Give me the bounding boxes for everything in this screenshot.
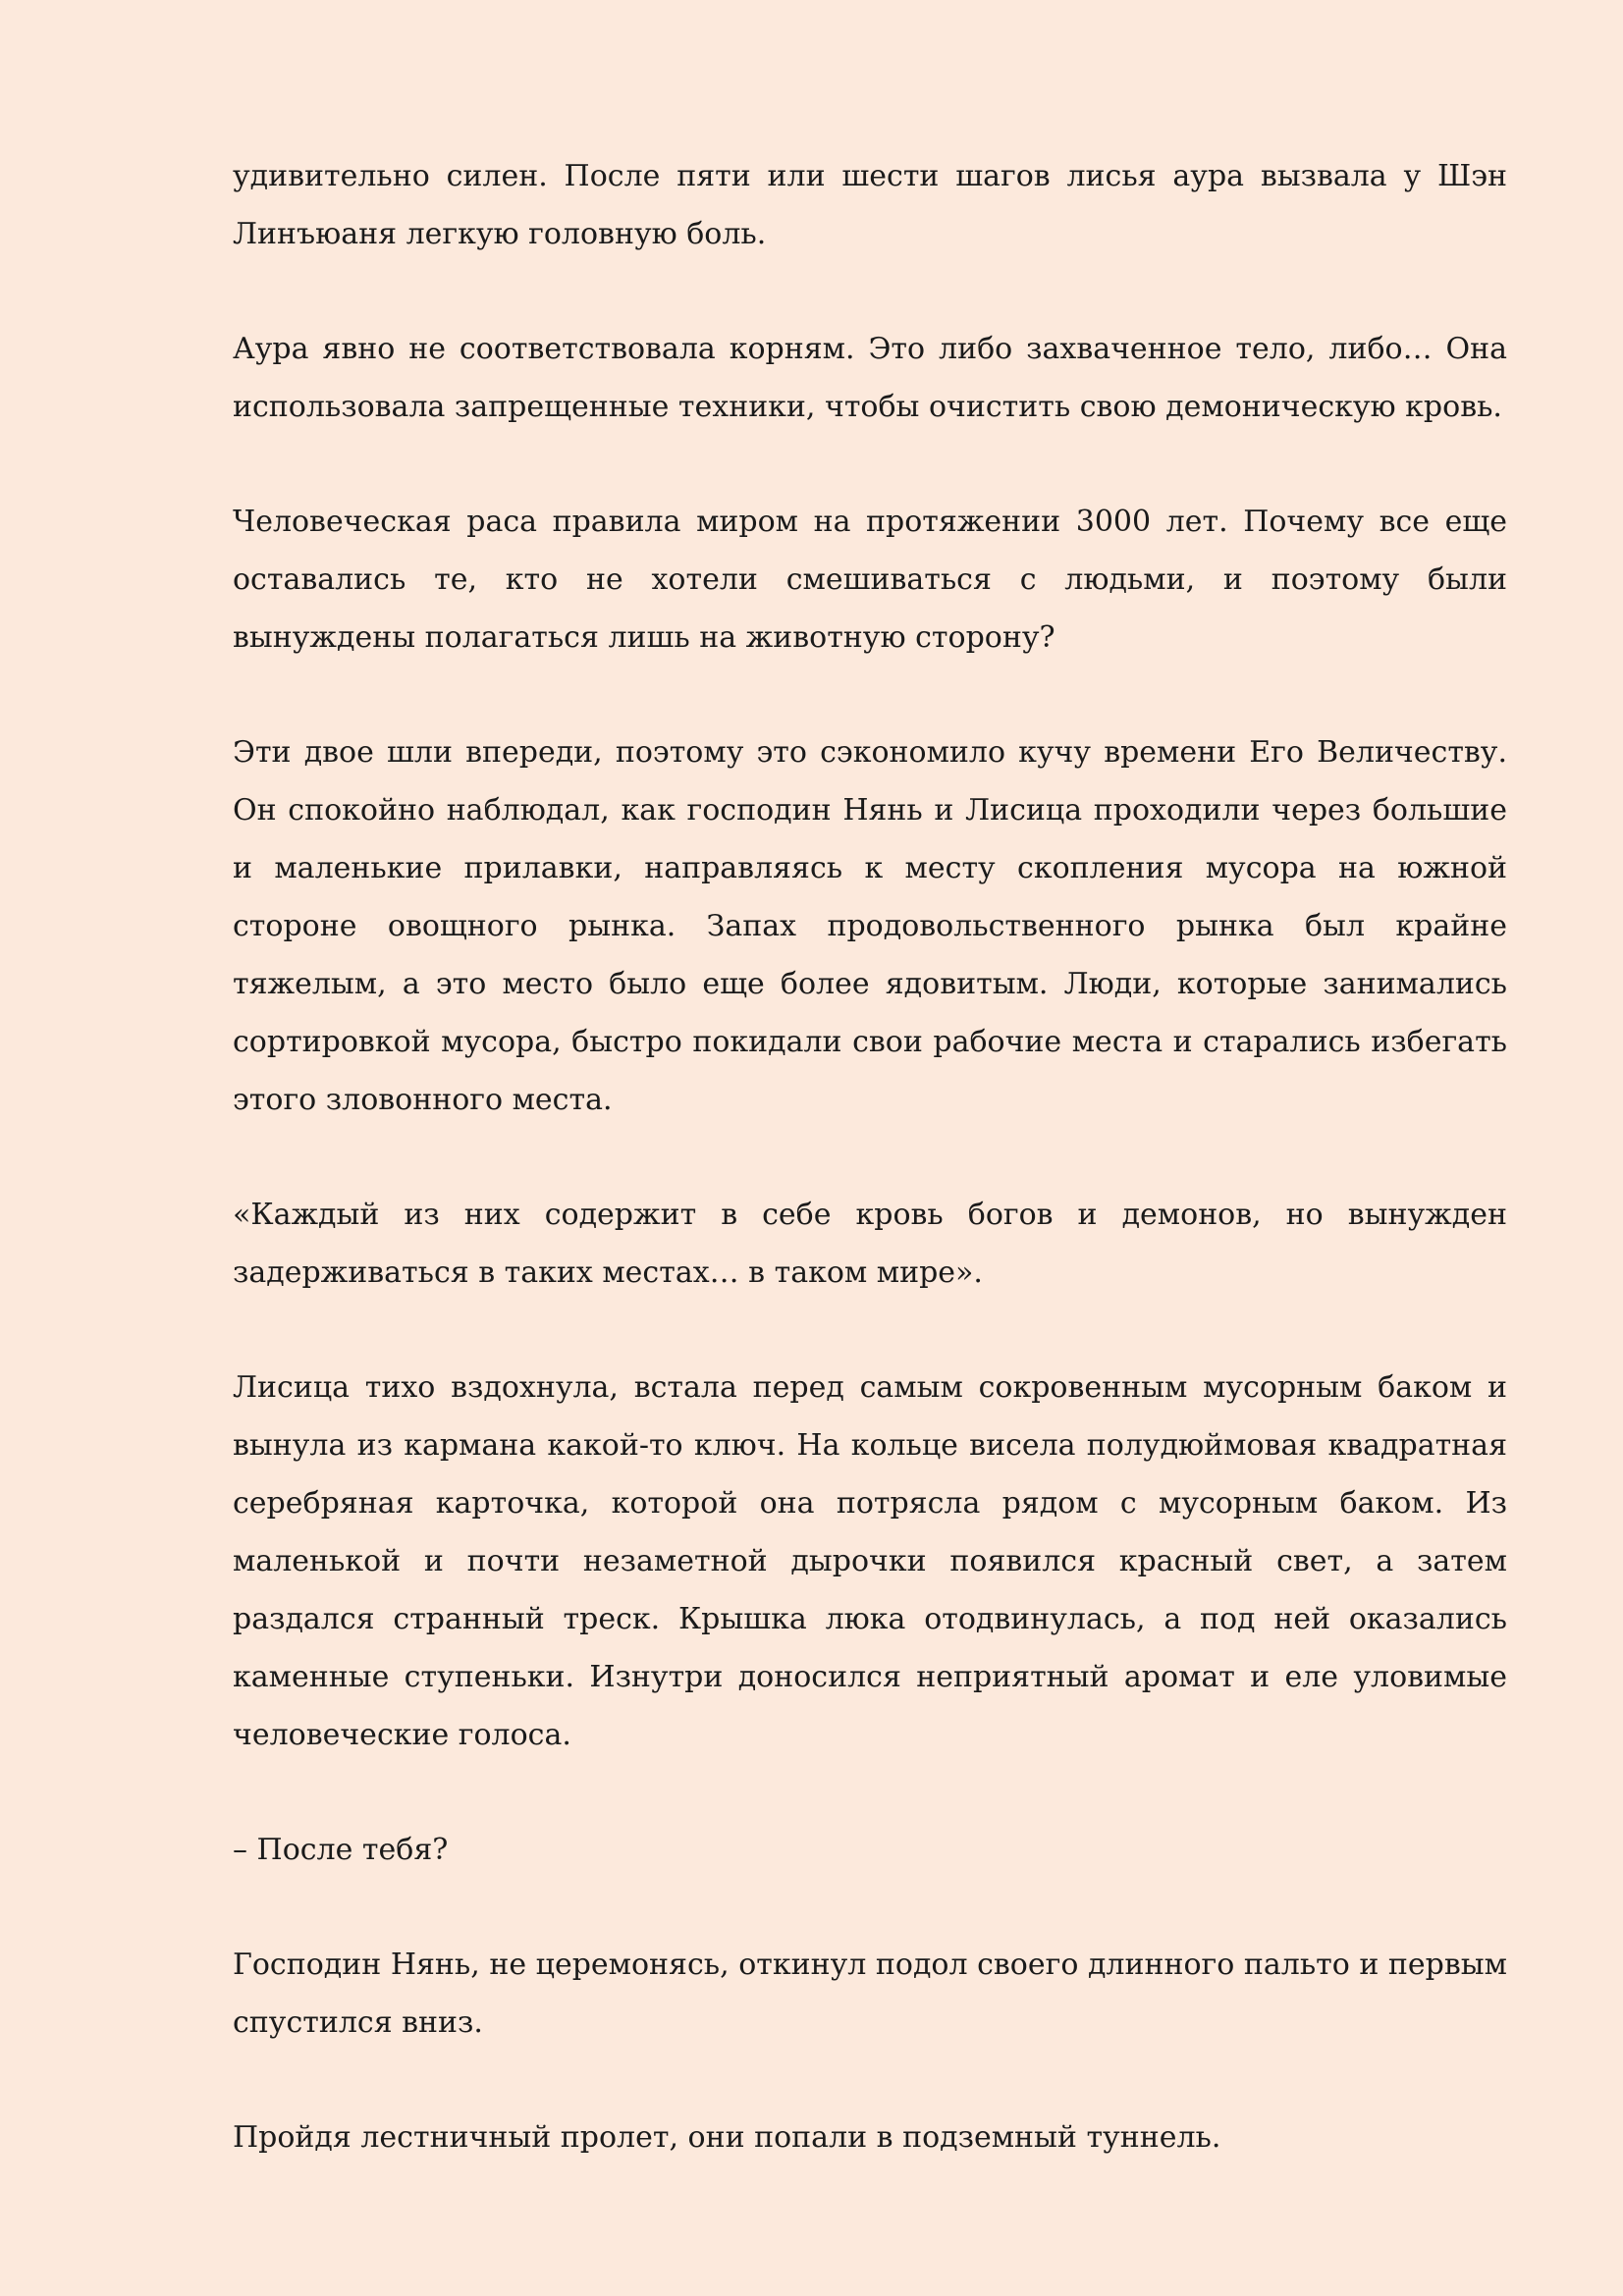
paragraph-9: Пройдя лестничный пролет, они попали в подземный туннель. [233,2120,1221,2155]
paragraph-6: Лисица тихо вздохнула, встала перед самым сокровенным мусорным баком и вынула из кармана какой-то ключ. На кольце висела полудюймовая квадратная серебряная карточка, которой она потрясла рядом с мусорным баком. Из маленькой и почти незаметной дырочки появился красный свет, а затем раздался странный треск. Крышка люка отодвинулась, а под ней оказались каменные ступеньки. Изнутри доносился неприятный аромат и еле уловимые человеческие голоса. [233,1370,1507,1752]
paragraph-1: удивительно силен. После пяти или шести шагов лисья аура вызвала у Шэн Линъюаня легкую головную боль. [233,159,1507,251]
paragraph-5: «Каждый из них содержит в себе кровь богов и демонов, но вынужден задерживаться в таких местах… в таком мире». [233,1198,1507,1290]
paragraph-2: Аура явно не соответствовала корням. Это либо захваченное тело, либо… Она использовала запрещенные техники, чтобы очистить свою демоническую кровь. [233,332,1507,424]
document-body [233,147,1507,2166]
paragraph-3: Человеческая раса правила миром на протяжении 3000 лет. Почему все еще оставались те, кто не хотели смешиваться с людьми, и поэтому были вынуждены полагаться лишь на животную сторону? [233,505,1507,655]
paragraph-8: Господин Нянь, не церемонясь, откинул подол своего длинного пальто и первым спустился вниз. [233,1948,1507,2040]
paragraph-4: Эти двое шли впереди, поэтому это сэкономило кучу времени Его Величеству. Он спокойно наблюдал, как господин Нянь и Лисица проходили через большие и маленькие прилавки, направляясь к месту скопления мусора на южной стороне овощного рынка. Запах продовольственного рынка был крайне тяжелым, а это место было еще более ядовитым. Люди, которые занимались сортировкой мусора, быстро покидали свои рабочие места и старались избегать этого зловонного места. [233,735,1507,1117]
paragraph-7: – После тебя? [233,1833,449,1867]
